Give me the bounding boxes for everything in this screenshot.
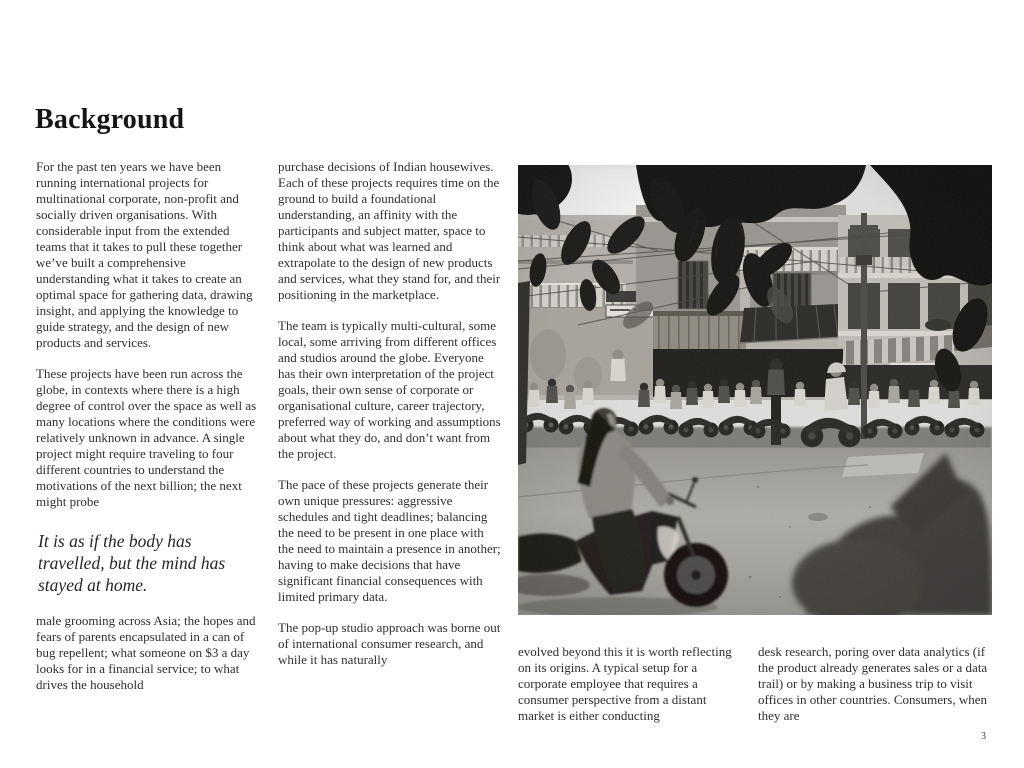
pull-quote: It is as if the body has travelled, but the mind has stayed at home. (38, 531, 226, 595)
paragraph: purchase decisions of Indian housewives. Each of these projects requires time on the ground to build a foundational understanding, an affinity with the participants and subject matter, space to think about what was learned and extrapolate to the design of new products and services, what they stand for, and their positioning in the marketplace. (278, 159, 501, 302)
street-photo (518, 165, 992, 615)
paragraph: male grooming across Asia; the hopes and fears of parents encapsulated in a can of bug repellent; what someone on $3 a day looks for in a financial service; to what drives the household (36, 613, 256, 692)
paragraph: For the past ten years we have been running international projects for multinational corporate, non-profit and socially driven organisations. With considerable input from the extended teams that it takes to pull these together we’ve built a comprehensive understanding what it takes to create an optimal space for gathering data, drawing insight, and applying the knowledge to guide strategy, and the design of new products and services. (36, 159, 253, 350)
text-column-4 (758, 644, 990, 739)
paragraph: The pop-up studio approach was borne out of international consumer research, and while it has naturally (278, 620, 501, 667)
paragraph: desk research, poring over data analytics (if the product already generates sales or a data trail) or by making a business trip to visit offices in other countries. Consumers, when they are (758, 644, 988, 723)
text-column-1 (36, 159, 260, 708)
page-title: Background (35, 104, 185, 135)
paragraph: evolved beyond this it is worth reflecting on its origins. A typical setup for a corporate employee that requires a consumer perspective from a distant market is either conducting (518, 644, 732, 723)
paragraph: The team is typically multi-cultural, some local, some arriving from different offices and studios around the globe. Everyone has their own interpretation of the project goals, their own sense of corporate or organisational culture, career trajectory, preferred way of working and assumptions about what they do, and don’t want from the project. (278, 318, 501, 461)
text-column-3 (518, 644, 745, 739)
page-number: 3 (981, 731, 986, 742)
text-column-2 (278, 159, 502, 683)
paragraph: The pace of these projects generate their own unique pressures: aggressive schedules and tight deadlines; balancing the need to be present in one place with the need to maintain a presence in another; having to make decisions that have significant financial consequences with limited primary data. (278, 477, 501, 604)
street-photo-illustration (518, 165, 992, 615)
paragraph: These projects have been run across the globe, in contexts where there is a high degree of control over the space as well as many locations where the conditions were relatively unknown in advance. A single project might require traveling to four different countries to understand the motivations of the next billion; the next might probe (36, 366, 257, 509)
